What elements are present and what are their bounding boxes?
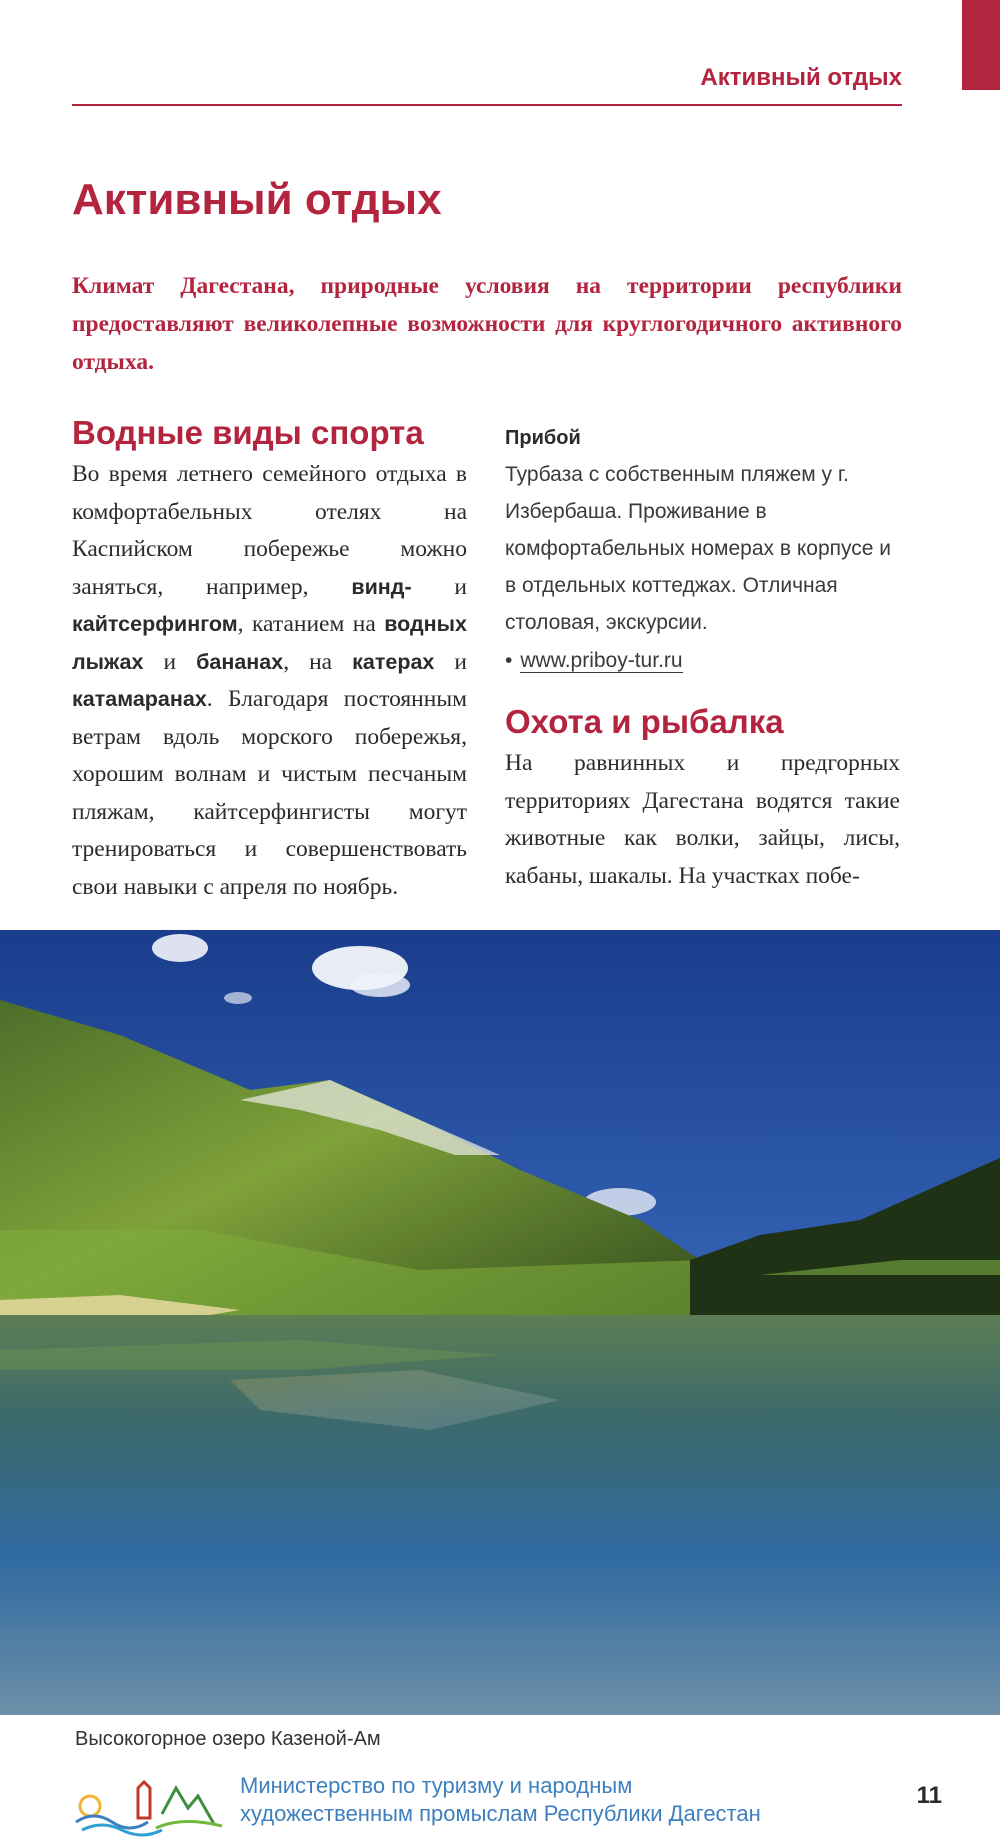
page-number: 11 bbox=[916, 1782, 942, 1809]
page-title: Активный отдых bbox=[72, 175, 442, 224]
water-sports-paragraph: Во время летнего семейного отдыха в комфортабельных отелях на Каспийском побережье можно заняться, например, винд- и кайтсерфингом, катанием на водных лыжах и бананах, на катерах и катамаранах. Благодаря постоянным ветрам вдоль морского побережья, хорошим волнам и чистым песчаным пляжам, кайтсерфингисты могут тренироваться и совершенствовать свои навыки с апреля по ноябрь. bbox=[72, 461, 468, 900]
right-column bbox=[505, 420, 900, 895]
bullet: • bbox=[505, 649, 513, 672]
left-column bbox=[72, 410, 467, 906]
corner-tab bbox=[962, 0, 1000, 90]
ministry-emblem-icon bbox=[72, 1768, 232, 1838]
lake-landscape-illustration bbox=[0, 930, 1000, 1715]
ministry-name bbox=[240, 1772, 800, 1828]
priboy-link-item bbox=[505, 641, 900, 681]
intro-paragraph: Климат Дагестана, природные условия на территории республики предоставляют великолепные возможности для круглогодичного активного отдыха. bbox=[72, 273, 902, 375]
priboy-heading: Прибой bbox=[505, 427, 581, 449]
ministry-logo bbox=[72, 1768, 232, 1838]
hunting-heading: Охота и рыбалка bbox=[505, 703, 784, 740]
lake-photo bbox=[0, 930, 1000, 1715]
ministry-line-1: Министерство по туризму и народным bbox=[240, 1773, 633, 1798]
header-section-title: Активный отдых bbox=[700, 64, 902, 91]
photo-caption: Высокогорное озеро Казеной-Ам bbox=[75, 1728, 381, 1750]
priboy-website-link[interactable]: www.priboy-tur.ru bbox=[520, 649, 683, 672]
hunting-paragraph: На равнинных и предгорных территориях Дагестана водятся такие животные как волки, зайцы, лисы, кабаны, шакалы. На участках побе- bbox=[505, 750, 900, 889]
ministry-line-2: художественным промыслам Республики Дагестан bbox=[240, 1801, 761, 1826]
priboy-description: Турбаза с собственным пляжем у г. Избербаша. Проживание в комфортабельных номерах в корпусе и в отдельных коттеджах. Отличная столовая, экскурсии. bbox=[505, 463, 892, 634]
header-divider bbox=[72, 104, 902, 106]
water-sports-heading: Водные виды спорта bbox=[72, 414, 424, 451]
